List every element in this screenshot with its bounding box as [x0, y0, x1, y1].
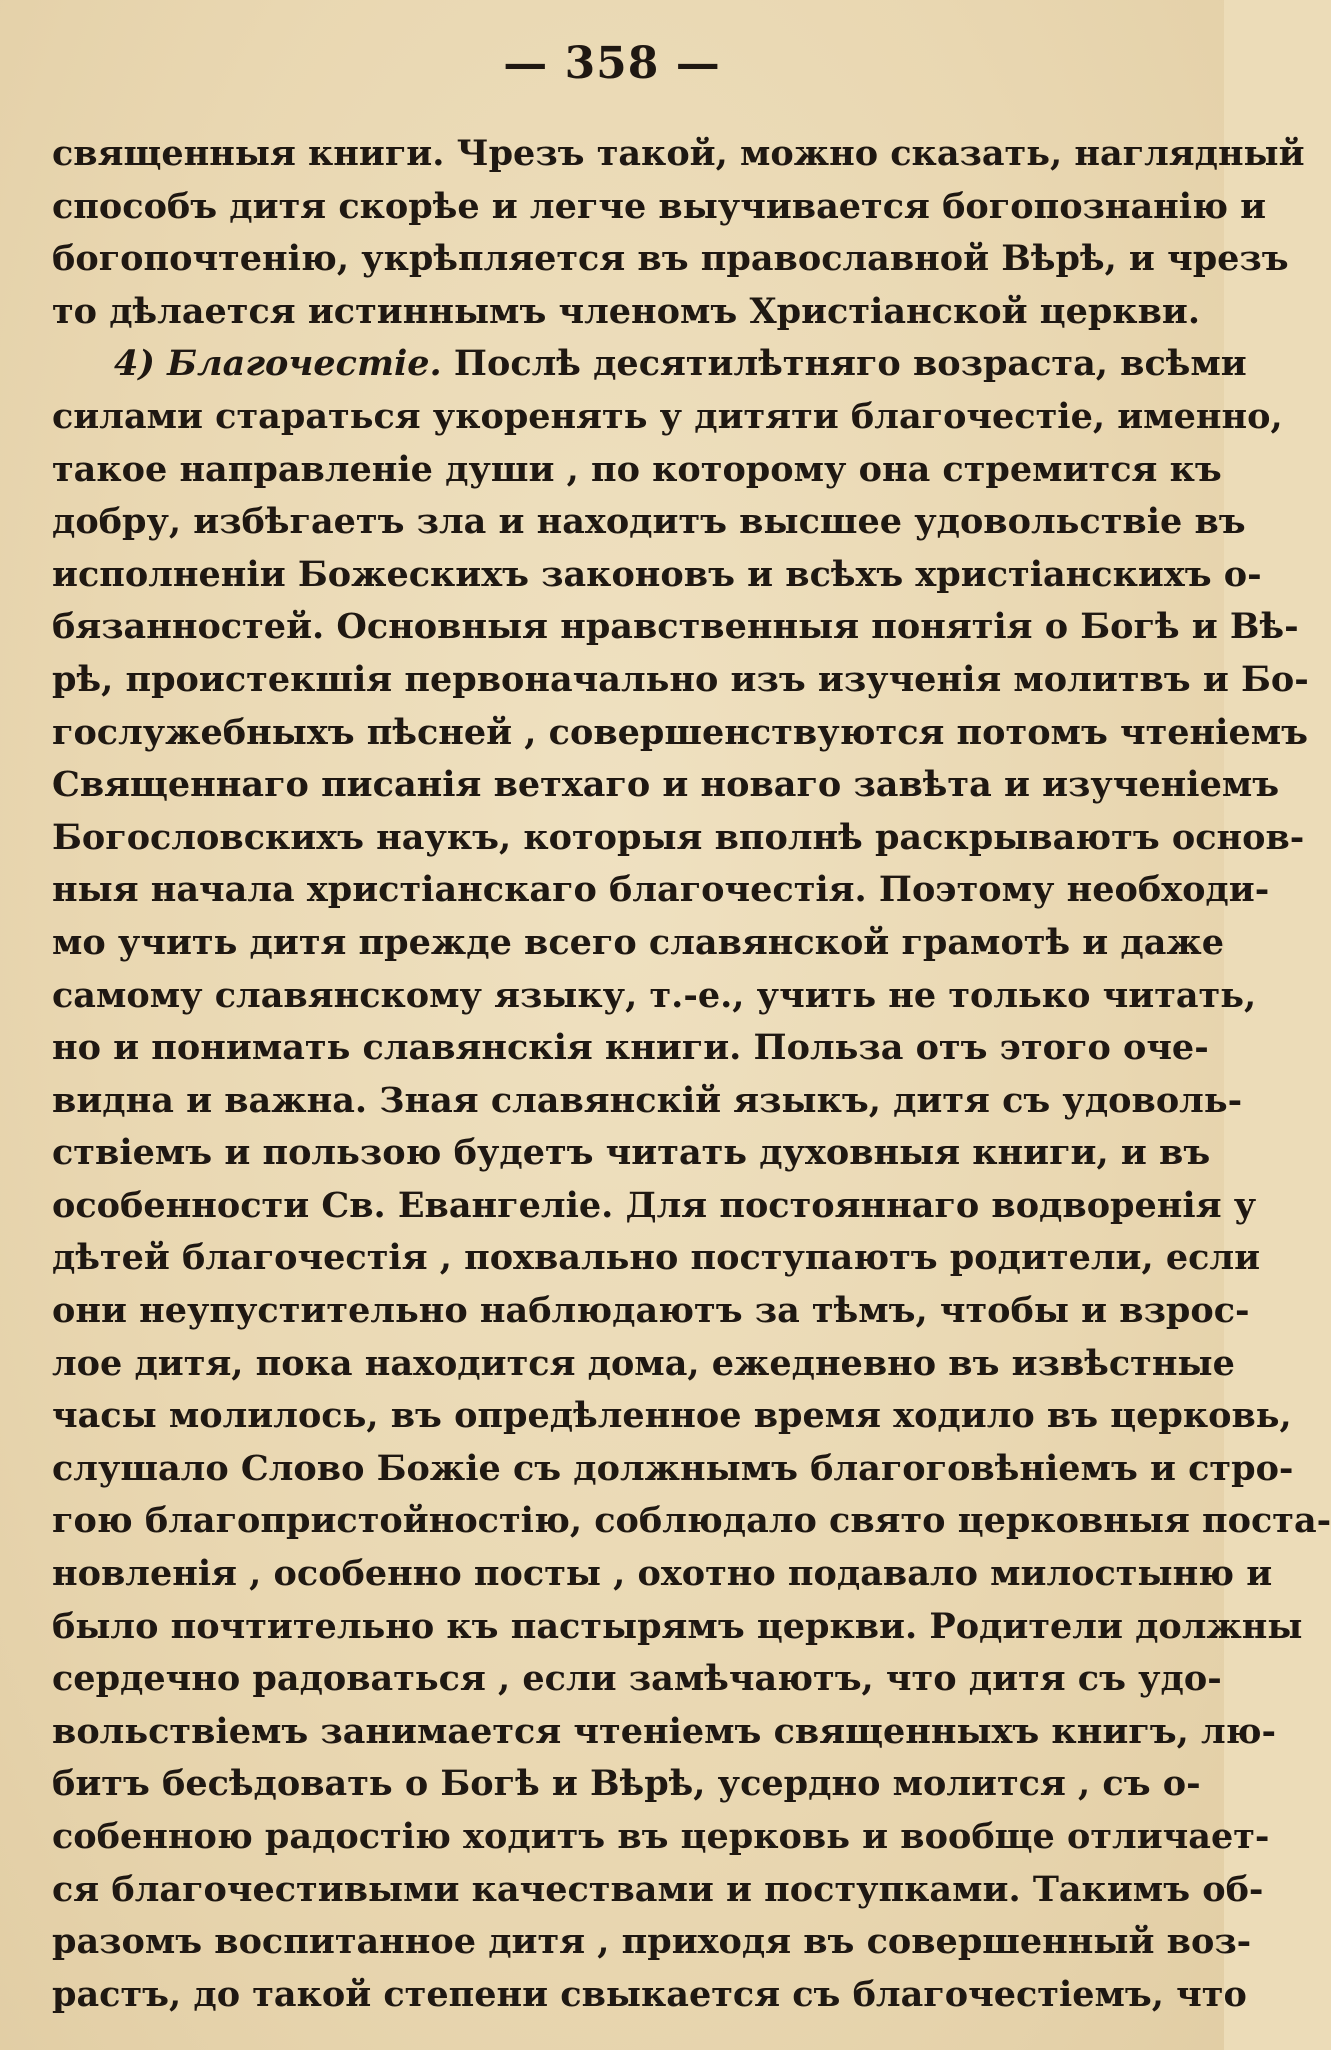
text-body	[52, 128, 1331, 2021]
text-line: лое дитя, пока находится дома, ежедневно въ извѣстные	[52, 1342, 1235, 1384]
text-line: такое направленіе души , по которому она стремится къ	[52, 448, 1222, 490]
text-line: видна и важна. Зная славянскій языкъ, дитя съ удоволь-	[52, 1079, 1243, 1121]
text-line: гою благопристойностію, соблюдало свято церковныя поста-	[52, 1500, 1331, 1542]
text-line: ныя начала христіанскаго благочестія. Поэтому необходи-	[52, 869, 1270, 911]
page-number: — 358 —	[503, 38, 721, 89]
text-line: собенною радостію ходитъ въ церковь и вообще отличает-	[52, 1816, 1270, 1857]
text-line: дѣтей благочестія , похвально поступаютъ родители, если	[52, 1237, 1261, 1279]
section-heading-rest: Послѣ десятилѣтняго возраста, всѣми	[453, 343, 1247, 385]
text-line: силами стараться укоренять у дитяти благочестіе, именно,	[52, 395, 1283, 437]
text-line: сердечно радоваться , если замѣчаютъ, что дитя съ удо-	[52, 1658, 1222, 1700]
text-line: особенности Св. Евангеліе. Для постояннаго водворенія у	[52, 1184, 1257, 1226]
text-line: гослужебныхъ пѣсней , совершенствуются потомъ чтеніемъ	[52, 711, 1308, 753]
text-line: священныя книги. Чрезъ такой, можно сказать, наглядный	[52, 133, 1305, 174]
text-line: богопочтенію, укрѣпляется въ православной Вѣрѣ, и чрезъ	[52, 238, 1289, 280]
text-line: они неупустительно наблюдаютъ за тѣмъ, чтобы и взрос-	[52, 1290, 1250, 1332]
text-line: самому славянскому языку, т.-е., учить не только читать,	[52, 974, 1257, 1016]
text-line: способъ дитя скорѣе и легче выучивается богопознанію и	[52, 185, 1267, 227]
text-line: Священнаго писанія ветхаго и новаго завѣта и изученіемъ	[52, 764, 1280, 806]
section-number: 4)	[114, 343, 155, 385]
text-line: бязанностей. Основныя нравственныя понятія о Богѣ и Вѣ-	[52, 606, 1299, 648]
text-line: новленія , особенно посты , охотно подавало милостыню и	[52, 1553, 1273, 1595]
text-line: то дѣлается истиннымъ членомъ Христіанской церкви.	[52, 290, 1201, 332]
text-line: Богословскихъ наукъ, которыя вполнѣ раскрываютъ основ-	[52, 816, 1305, 858]
text-line: но и понимать славянскія книги. Польза отъ этого оче-	[52, 1027, 1209, 1069]
text-line: мо учить дитя прежде всего славянской грамотѣ и даже	[52, 921, 1225, 963]
text-line: разомъ воспитанное дитя , приходя въ совершенный воз-	[52, 1921, 1252, 1963]
section-heading-line	[52, 338, 1247, 391]
text-line: исполненіи Божескихъ законовъ и всѣхъ христіанскихъ о-	[52, 553, 1262, 595]
text-line: ся благочестивыми качествами и поступками. Такимъ об-	[52, 1868, 1264, 1910]
text-line: часы молилось, въ опредѣленное время ходило въ церковь,	[52, 1395, 1292, 1437]
text-line: добру, избѣгаетъ зла и находитъ высшее удовольствіе въ	[52, 501, 1246, 543]
section-title: Благочестіе.	[167, 343, 442, 385]
text-line: слушало Слово Божіе съ должнымъ благоговѣніемъ и стро-	[52, 1447, 1294, 1489]
text-line: рѣ, проистекшія первоначально изъ изученія молитвъ и Бо-	[52, 658, 1309, 700]
text-line: было почтительно къ пастырямъ церкви. Родители должны	[52, 1605, 1303, 1647]
text-line: ствіемъ и пользою будетъ читать духовныя книги, и въ	[52, 1132, 1211, 1174]
text-line: вольствіемъ занимается чтеніемъ священныхъ книгъ, лю-	[52, 1710, 1277, 1752]
text-line: растъ, до такой степени свыкается съ благочестіемъ, что	[52, 1973, 1247, 2015]
text-line: битъ бесѣдовать о Богѣ и Вѣрѣ, усердно молится , съ о-	[52, 1763, 1201, 1805]
